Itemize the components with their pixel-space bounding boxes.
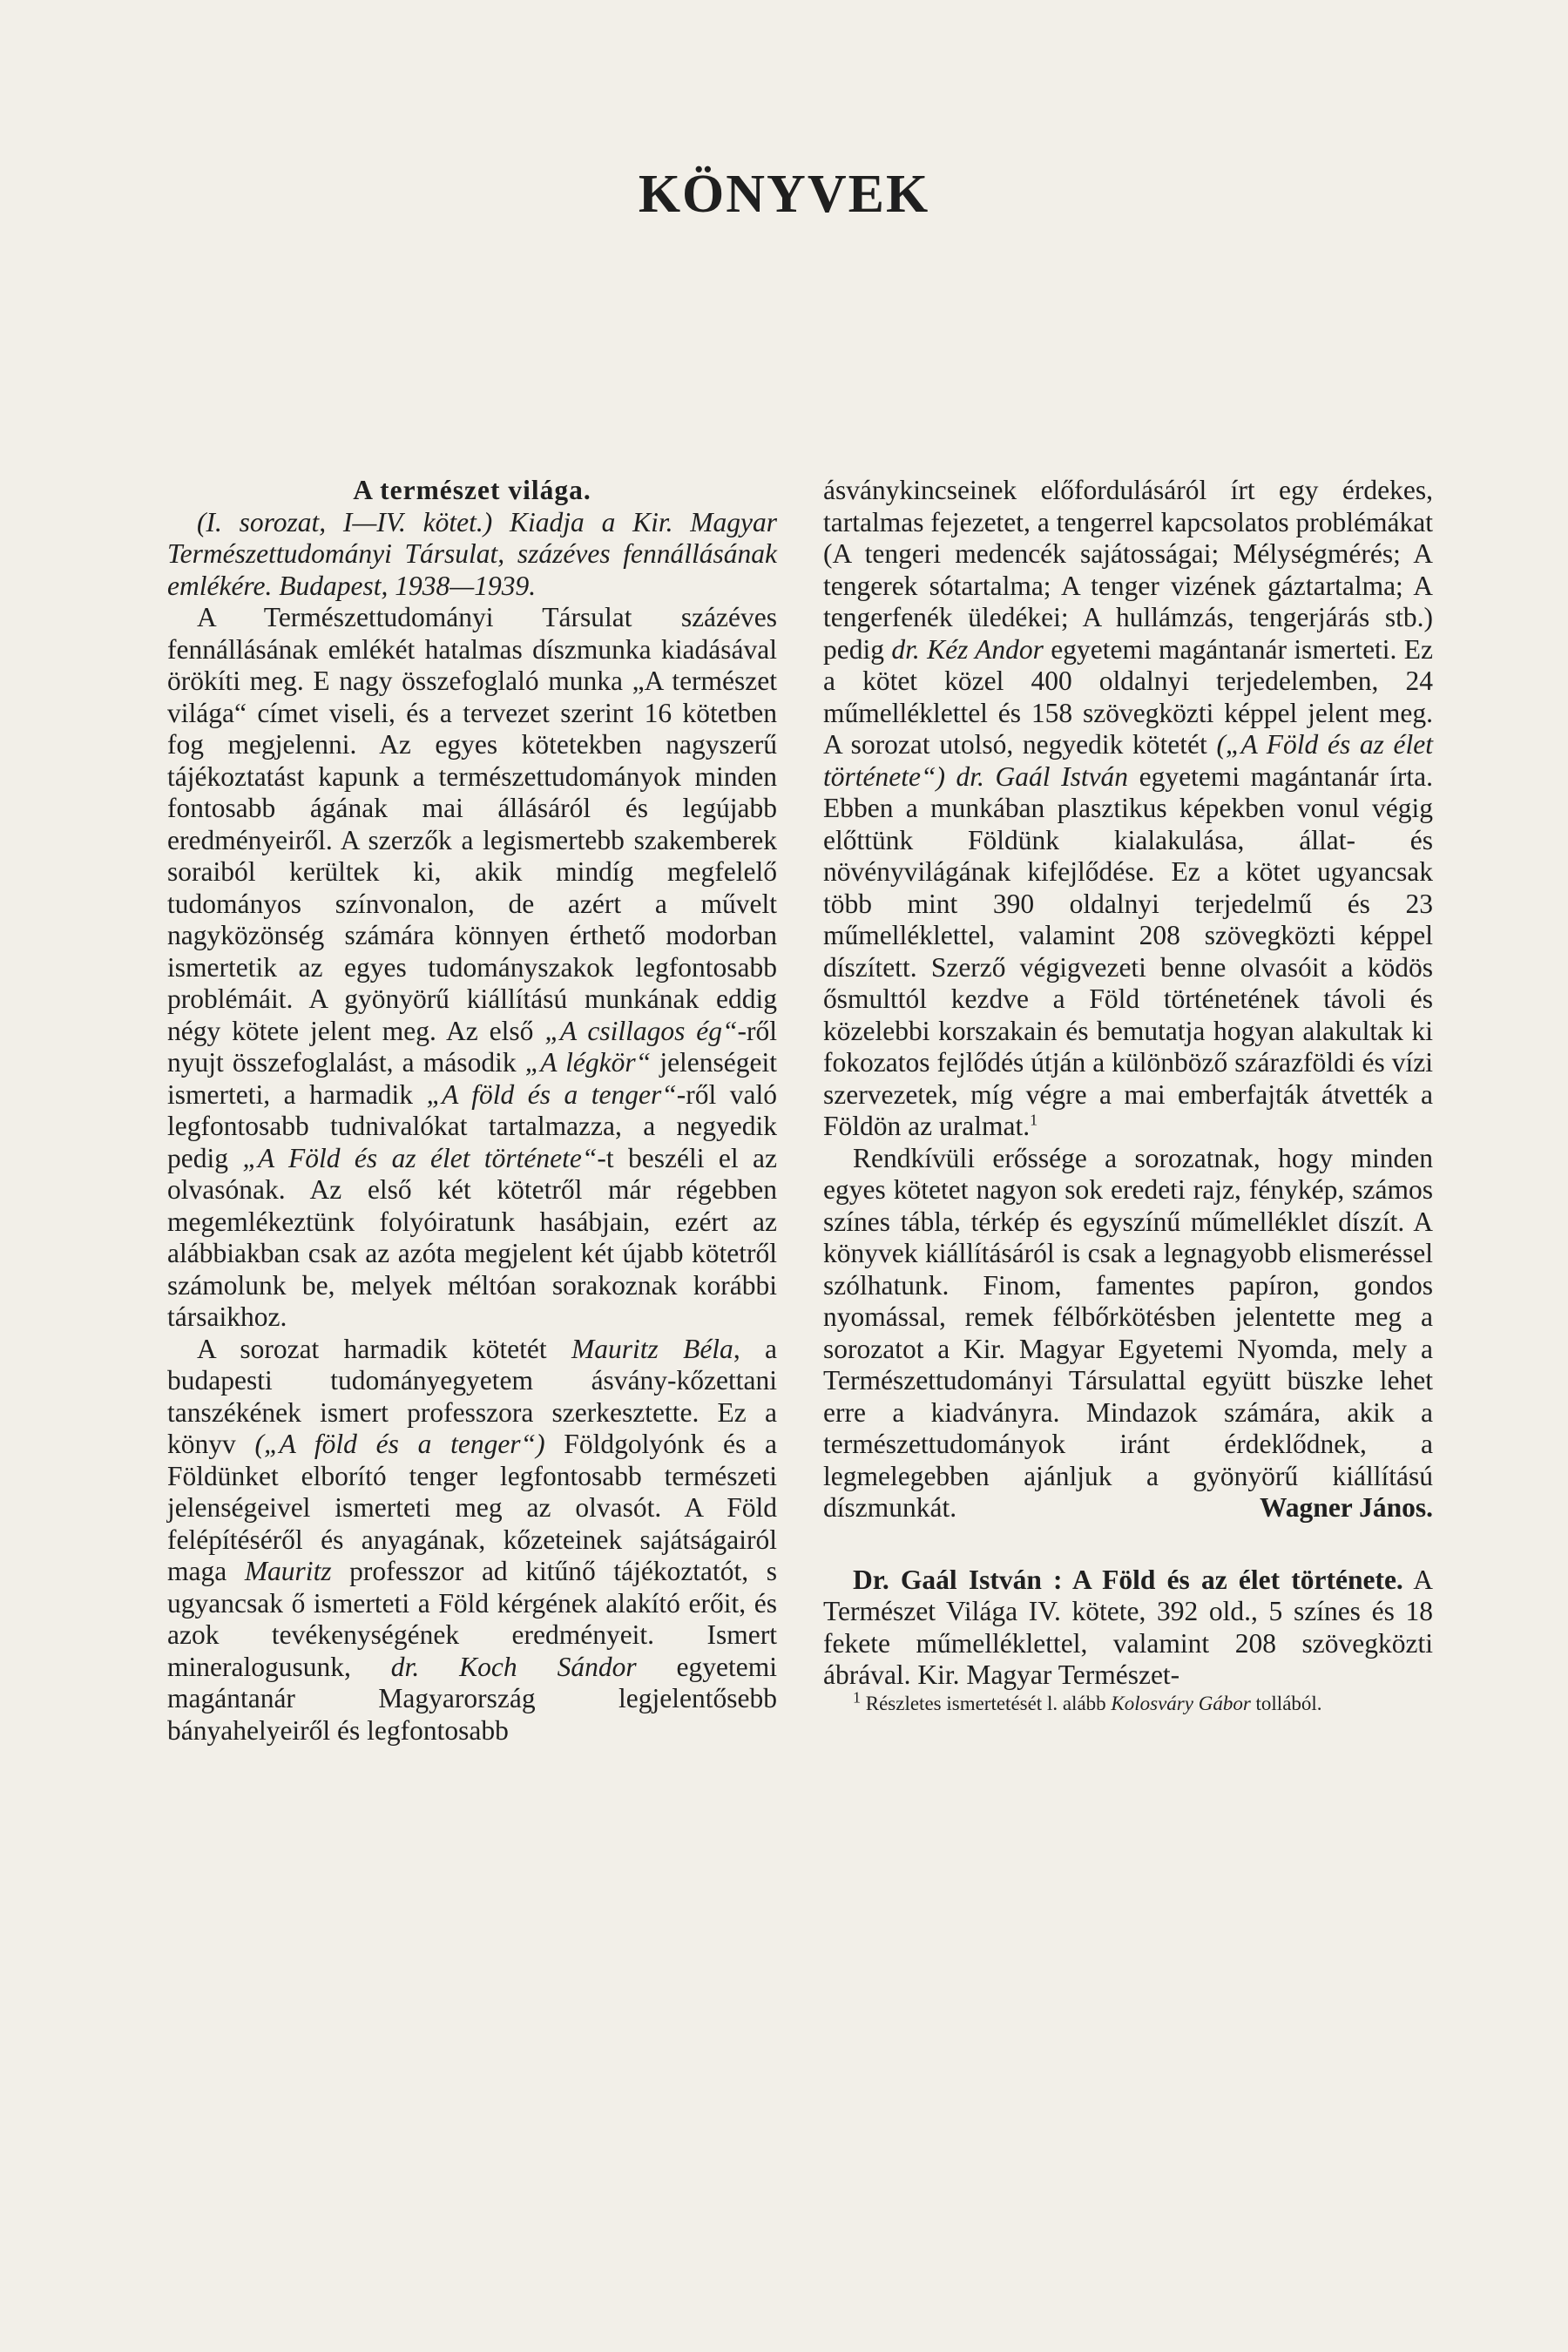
review-heading: Dr. Gaál István : A Föld és az élet története. xyxy=(853,1564,1403,1595)
section-title: A természet világa. xyxy=(353,475,591,505)
page-heading: KÖNYVEK xyxy=(638,165,930,224)
footnote-marker: 1 xyxy=(1030,1111,1038,1129)
paragraph-1: A Természettudományi Társulat százéves fennállásának emlékét hatalmas díszmunka kiadásával örökíti meg. E nagy összefoglaló munka „A természet világa“ címet viseli, és a tervezet szerint 16 kötetben fog megjelenni. Az egyes kötetekben nagyszerű tájékoztatást kapunk a természettudományok minden fontosabb ágának mai állásáról és legújabb eredményeiről. A szerzők a legismertebb szakemberek soraiból kerültek ki, akik mindíg megfelelő tudományos színvonalon, de azért a művelt nagyközönség számára könnyen érthető modorban ismertetik az egyes tudományszakok legfontosabb problémáit. A gyönyörű kiállítású munkának eddig négy kötete jelent meg. Az első „A csillagos ég“-ről nyujt összefoglalást, a második „A légkör“ jelenségeit ismerteti, a harmadik „A föld és a tenger“-ről való legfontosabb tudnivalókat tartalmazza, a negyedik pedig „A Föld és az élet története“-t beszéli el az olvasónak. Az első két kötetről már régebben megemlékeztünk folyóiratunk hasábjain, ezért az alábbiakban csak az azóta megjelent két újabb kötetről számolunk be, melyek méltóan sorakoznak korábbi társaikhoz. xyxy=(167,602,778,1332)
footnote: $^1$ Részletes ismertetését l. alább Kolosváry Gábor tollából. xyxy=(853,1687,1322,1714)
left-column xyxy=(167,475,777,1747)
paragraph-2: A sorozat harmadik kötetét Mauritz Béla, a budapesti tudományegyetem ásvány-kőzettani tanszékének ismert professzora szerkesztette. Ez a könyv („A föld és a tenger“) Földgolyónk és a Földünket elborító tenger legfontosabb természeti jelenségeivel ismerteti meg az olvasót. A Föld felépítéséről és anyagának, kőzeteinek sajátságairól maga Mauritz professzor ad kitűnő tájékoztatót, s ugyancsak ő ismerteti a Föld kérgének alakító erőit, és azok tevékenységének eredményeit. Ismert mineralogusunk, dr. Koch Sándor egyetemi magántanár Magyarország legjelentősebb bányahelyeiről és legfontosabb xyxy=(167,1333,778,1746)
right-column xyxy=(823,475,1433,1716)
paragraph-4: Rendkívüli erőssége a sorozatnak, hogy minden egyes kötetet nagyon sok eredeti rajz, fénykép, számos színes tábla, térkép és egyszínű műmelléklet díszít. A könyvek kiállításáról is csak a legnagyobb elismeréssel szólhatunk. Finom, famentes papíron, gondos nyomással, remek félbőrkötésben jelentette meg a sorozatot a Kir. Magyar Egyetemi Nyomda, mely a Természettudományi Társulattal együtt büszke lehet erre a kiadványra. Mindazok számára, akik a természettudományok iránt érdeklődnek, a legmelegebben ajánljuk a gyönyörű kiállítású díszmunkát. Wagner János. xyxy=(823,1142,1433,1523)
paragraph-3: ásványkincseinek előfordulásáról írt egy érdekes, tartalmas fejezetet, a tengerrel kapcsolatos problémákat (A tengeri medencék sajátosságai; Mélységmérés; A tengerek sótartalma; A tenger vizének gáztartalma; A tengerfenék üledékei; A hullámzás, tengerjárás stb.) pedig dr. Kéz Andor egyetemi magántanár ismerteti. Ez a kötet közel 400 oldalnyi terjedelemben, 24 műmelléklettel és 158 szövegközti képpel jelent meg. A sorozat utolsó, negyedik kötetét („A Föld és az élet története“) dr. Gaál István egyetemi magántanár írta. Ebben a munkában plasztikus képekben vonul végig előttünk Földünk kialakulása, állat- és növényvilágának kifejlődése. Ez a kötet ugyancsak több mint 390 oldalnyi terjedelmű és 23 műmelléklettel, valamint 208 szövegközti képpel díszített. Szerző végigvezeti benne olvasóit a ködös ősmulttól kezdve a Föld történetének távoli és közelebbi korszakain és bemutatja hogyan alakultak ki fokozatos fejlődés útján a különböző szárazföldi és vízi szervezetek, míg végre a mai emberfajták átvették a Földön az uralmat.$^1$ xyxy=(823,475,1434,1141)
signature: Wagner János. xyxy=(1260,1492,1433,1523)
review-entry: Dr. Gaál István : A Föld és az élet története. A Természet Világa IV. kötete, 392 old., 5 színes és 18 fekete műmelléklettel, valamint 208 szövegközti ábrával. Kir. Magyar Természet- xyxy=(823,1564,1433,1690)
series-info: (I. sorozat, I—IV. kötet.) Kiadja a Kir. Magyar Természettudományi Társulat, százéves fennállásának emlékére. Budapest, 1938—1939. xyxy=(167,506,777,601)
